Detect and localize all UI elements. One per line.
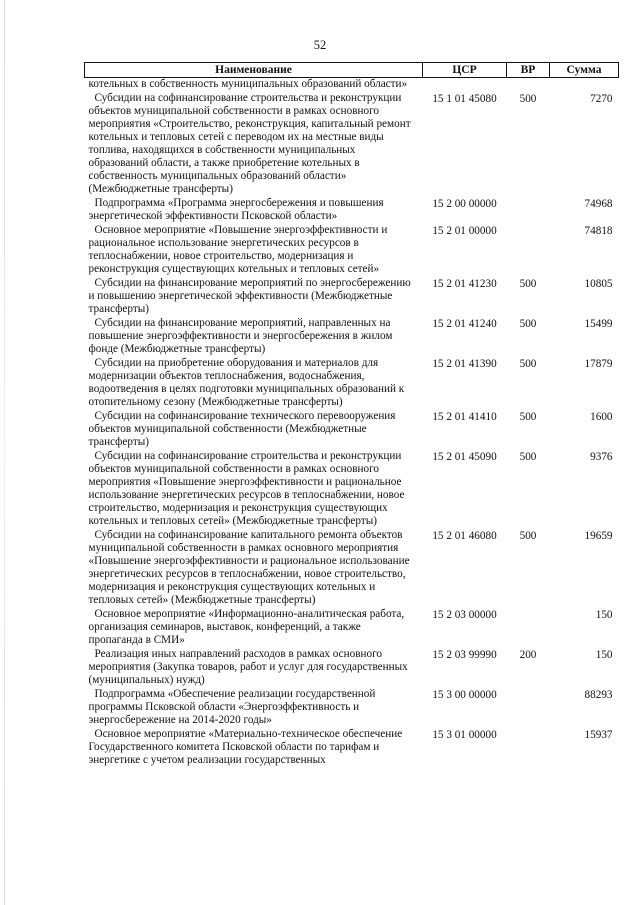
cell-sum: 9376 <box>590 451 613 463</box>
cell-vr <box>507 197 550 224</box>
cell-name: Субсидии на софинансирование строительства и реконструкции объектов муниципальной собственности в рамках основного мероприятия «Повышение энергоэффективности и рациональное использование энергетических ресурсов в теплоснабжении, новое строительство, модернизация и реконструкция существующих котельных и тепловых сетей» (Межбюджетные трансферты) <box>88 450 405 527</box>
cell-csr: 15 2 01 45090 <box>432 451 497 463</box>
cell-vr <box>507 224 550 277</box>
table-row <box>85 648 619 688</box>
cell-csr: 15 2 01 46080 <box>432 530 497 542</box>
cell-name: Основное мероприятие «Повышение энергоэффективности и рациональное использование энергетических ресурсов в теплоснабжении, новое строительство, модернизация и реконструкция существующих котельных и тепловых сетей» <box>88 224 388 275</box>
cell-sum <box>550 78 619 93</box>
cell-sum: 74818 <box>584 225 613 237</box>
table-body <box>85 78 619 769</box>
cell-name: Субсидии на софинансирование капитального ремонта объектов муниципальной собственности в рамках основного мероприятия «Повышение энергоэффективности и рациональное использование энергетических ресурсов в теплоснабжении, новое строительство, модернизация и реконструкция существующих котельных и тепловых сетей» (Межбюджетные трансферты) <box>88 529 410 606</box>
cell-name: Основное мероприятие «Материально-техническое обеспечение Государственного комитета Псковской области по тарифам и энергетике с учетом реализации государственных <box>88 728 403 766</box>
cell-vr <box>507 728 550 768</box>
table-row <box>85 92 619 197</box>
cell-sum: 15499 <box>584 318 613 330</box>
budget-table <box>84 62 619 768</box>
table-row <box>85 728 619 768</box>
cell-csr: 15 3 01 00000 <box>432 729 497 741</box>
cell-csr: 15 3 00 00000 <box>432 689 497 701</box>
cell-sum: 17879 <box>584 358 613 370</box>
table-row <box>85 357 619 410</box>
cell-csr: 15 2 01 41230 <box>432 278 497 290</box>
cell-sum: 7270 <box>590 93 613 105</box>
cell-vr <box>507 688 550 728</box>
cell-sum: 88293 <box>584 689 613 701</box>
cell-vr <box>507 78 550 93</box>
table-row <box>85 450 619 529</box>
budget-table-container <box>84 62 618 768</box>
cell-name: Субсидии на финансирование мероприятий по энергосбережению и повышению энергетической эффективности (Межбюджетные трансферты) <box>88 277 411 315</box>
cell-name: Субсидии на софинансирование технического перевооружения объектов муниципальной собственности (Межбюджетные трансферты) <box>88 410 396 448</box>
cell-sum: 1600 <box>590 411 613 423</box>
cell-name: Подпрограмма «Программа энергосбережения и повышения энергетической эффективности Псковской области» <box>88 197 384 222</box>
cell-csr: 15 2 01 41390 <box>432 358 497 370</box>
cell-csr: 15 2 03 99990 <box>432 649 497 661</box>
cell-sum: 15937 <box>584 729 613 741</box>
cell-vr: 200 <box>519 649 537 661</box>
cell-vr: 500 <box>519 451 537 463</box>
page-number: 52 <box>313 38 327 52</box>
table-row <box>85 608 619 648</box>
table-row <box>85 277 619 317</box>
table-row <box>85 410 619 450</box>
cell-name: котельных в собственность муниципальных образований области» <box>88 78 408 90</box>
header-sum: Сумма <box>550 63 619 78</box>
cell-name: Реализация иных направлений расходов в рамках основного мероприятия (Закупка товаров, работ и услуг для государственных (муниципальных) нужд) <box>88 648 408 686</box>
cell-sum: 74968 <box>584 198 613 210</box>
cell-name: Подпрограмма «Обеспечение реализации государственной программы Псковской области «Энергоэффективность и энергосбережение на 2014-2020 годы» <box>88 688 376 726</box>
cell-vr <box>507 608 550 648</box>
cell-csr: 15 2 01 41410 <box>432 411 497 423</box>
cell-sum: 19659 <box>584 530 613 542</box>
cell-vr: 500 <box>519 93 537 105</box>
table-row <box>85 529 619 608</box>
table-row <box>85 197 619 224</box>
cell-name: Основное мероприятие «Информационно-аналитическая работа, организация семинаров, выставок, конференций, а также пропаганда в СМИ» <box>88 608 405 646</box>
cell-vr: 500 <box>519 358 537 370</box>
header-vr: ВР <box>507 63 550 78</box>
cell-csr: 15 2 03 00000 <box>432 609 497 621</box>
cell-vr: 500 <box>519 278 537 290</box>
cell-vr: 500 <box>519 411 537 423</box>
header-name: Наименование <box>85 63 423 78</box>
cell-vr: 500 <box>519 530 537 542</box>
cell-csr: 15 1 01 45080 <box>432 93 497 105</box>
cell-sum: 150 <box>595 649 613 661</box>
table-row <box>85 78 619 93</box>
header-csr: ЦСР <box>423 63 507 78</box>
cell-name: Субсидии на финансирование мероприятий, направленных на повышение энергоэффективности и энергосбережения в жилом фонде (Межбюджетные трансферты) <box>88 317 393 355</box>
cell-name: Субсидии на софинансирование строительства и реконструкции объектов муниципальной собственности в рамках основного мероприятия «Строительство, реконструкция, капитальный ремонт котельных и тепловых сетей с переводом их на местные виды топлива, находящихся в собственности муниципальных образований области, а также приобретение котельных в собственность муниципальных образований области» (Межбюджетные трансферты) <box>88 92 411 195</box>
cell-csr: 15 2 00 00000 <box>432 198 497 210</box>
table-header-row <box>85 63 619 78</box>
cell-csr: 15 2 01 00000 <box>432 225 497 237</box>
table-row <box>85 317 619 357</box>
table-row <box>85 688 619 728</box>
cell-csr: 15 2 01 41240 <box>432 318 497 330</box>
cell-sum: 150 <box>595 609 613 621</box>
scan-edge-shadow <box>4 0 5 905</box>
cell-csr <box>423 78 507 93</box>
cell-sum: 10805 <box>584 278 613 290</box>
table-row <box>85 224 619 277</box>
cell-name: Субсидии на приобретение оборудования и материалов для модернизации объектов теплоснабжения, водоснабжения, водоотведения в целях подготовки муниципальных образований к отопительному сезону (Межбюджетные трансферты) <box>88 357 405 408</box>
cell-vr: 500 <box>519 318 537 330</box>
